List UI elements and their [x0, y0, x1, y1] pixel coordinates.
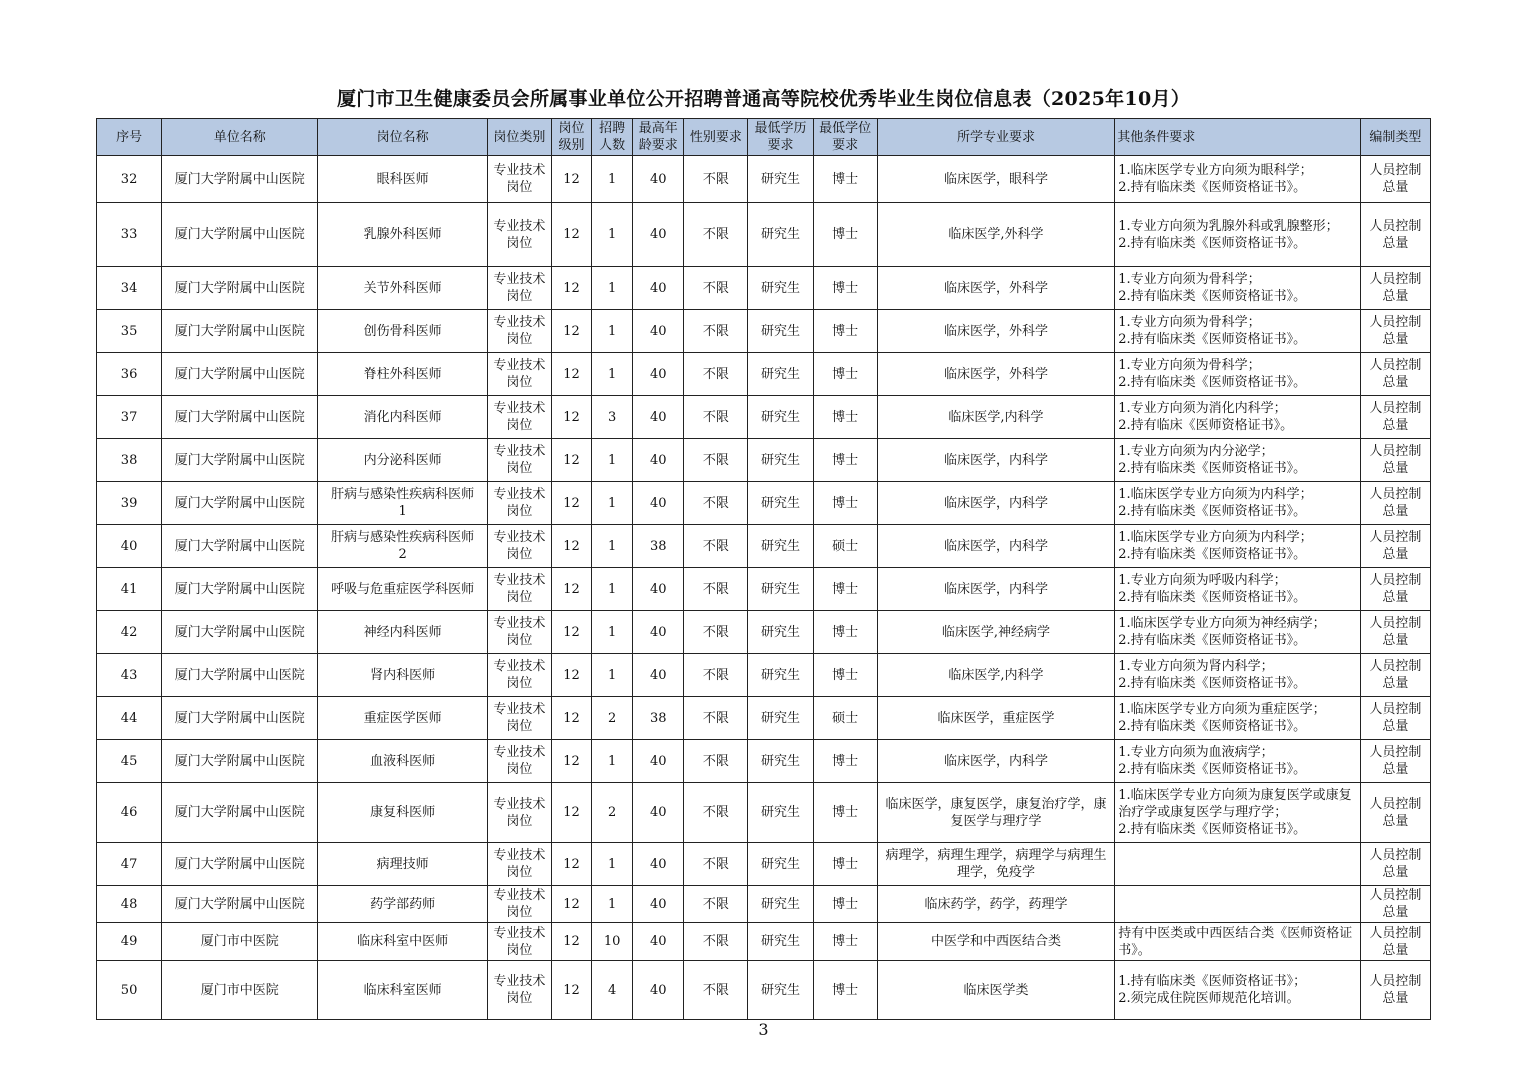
- row-number: 34: [97, 267, 162, 310]
- min-education: 研究生: [748, 843, 813, 886]
- post-name: 血液科医师: [318, 740, 487, 783]
- major-req: 临床药学，药学，药理学: [877, 886, 1115, 923]
- other-req: 1.专业方向须为消化内科学； 2.持有临床《医师资格证书》。: [1115, 396, 1361, 439]
- table-row: [97, 886, 1431, 923]
- post-name: 重症医学医师: [318, 697, 487, 740]
- post-category: 专业技术 岗位: [487, 697, 551, 740]
- major-req: 临床医学，眼科学: [877, 156, 1115, 203]
- min-education: 研究生: [748, 886, 813, 923]
- unit-name: 厦门大学附属中山医院: [162, 843, 318, 886]
- row-number: 38: [97, 439, 162, 482]
- gender-req: 不限: [684, 203, 748, 267]
- staffing-type: 人员控制 总量: [1360, 310, 1430, 353]
- staffing-type: 人员控制 总量: [1360, 923, 1430, 961]
- column-header: 所学专业要求: [877, 119, 1115, 156]
- header-row: [97, 119, 1431, 156]
- staffing-type: 人员控制 总量: [1360, 482, 1430, 525]
- unit-name: 厦门大学附属中山医院: [162, 611, 318, 654]
- gender-req: 不限: [684, 697, 748, 740]
- min-degree: 博士: [813, 310, 877, 353]
- other-req: 1.临床医学专业方向须为眼科学； 2.持有临床类《医师资格证书》。: [1115, 156, 1361, 203]
- other-req: 1.临床医学专业方向须为康复医学或康复治疗学或康复医学与理疗学； 2.持有临床类《医师资格证书》。: [1115, 783, 1361, 843]
- row-number: 32: [97, 156, 162, 203]
- gender-req: 不限: [684, 568, 748, 611]
- max-age: 40: [633, 203, 684, 267]
- major-req: 临床医学，外科学: [877, 353, 1115, 396]
- post-category: 专业技术 岗位: [487, 783, 551, 843]
- gender-req: 不限: [684, 961, 748, 1020]
- staffing-type: 人员控制 总量: [1360, 353, 1430, 396]
- post-name: 肝病与感染性疾病科医师 1: [318, 482, 487, 525]
- post-level: 12: [552, 267, 592, 310]
- max-age: 40: [633, 439, 684, 482]
- table-row: [97, 482, 1431, 525]
- column-header: 单位名称: [162, 119, 318, 156]
- max-age: 40: [633, 783, 684, 843]
- table-row: [97, 654, 1431, 697]
- max-age: 40: [633, 740, 684, 783]
- min-education: 研究生: [748, 740, 813, 783]
- staffing-type: 人员控制 总量: [1360, 203, 1430, 267]
- min-education: 研究生: [748, 568, 813, 611]
- gender-req: 不限: [684, 740, 748, 783]
- column-header: 岗位类别: [487, 119, 551, 156]
- max-age: 40: [633, 353, 684, 396]
- max-age: 40: [633, 310, 684, 353]
- unit-name: 厦门大学附属中山医院: [162, 568, 318, 611]
- hire-count: 1: [592, 525, 633, 568]
- table-row: [97, 961, 1431, 1020]
- max-age: 38: [633, 697, 684, 740]
- post-name: 康复科医师: [318, 783, 487, 843]
- post-level: 12: [552, 654, 592, 697]
- major-req: 临床医学,神经病学: [877, 611, 1115, 654]
- major-req: 临床医学，内科学: [877, 525, 1115, 568]
- post-category: 专业技术 岗位: [487, 654, 551, 697]
- major-req: 临床医学，内科学: [877, 439, 1115, 482]
- row-number: 41: [97, 568, 162, 611]
- hire-count: 1: [592, 843, 633, 886]
- staffing-type: 人员控制 总量: [1360, 740, 1430, 783]
- min-degree: 博士: [813, 203, 877, 267]
- table-row: [97, 439, 1431, 482]
- max-age: 40: [633, 267, 684, 310]
- staffing-type: 人员控制 总量: [1360, 156, 1430, 203]
- hire-count: 1: [592, 654, 633, 697]
- hire-count: 1: [592, 156, 633, 203]
- table-row: [97, 353, 1431, 396]
- post-level: 12: [552, 843, 592, 886]
- other-req: 1.专业方向须为骨科学； 2.持有临床类《医师资格证书》。: [1115, 310, 1361, 353]
- post-level: 12: [552, 396, 592, 439]
- post-level: 12: [552, 310, 592, 353]
- hire-count: 1: [592, 482, 633, 525]
- post-name: 乳腺外科医师: [318, 203, 487, 267]
- other-req: [1115, 886, 1361, 923]
- post-category: 专业技术 岗位: [487, 843, 551, 886]
- unit-name: 厦门大学附属中山医院: [162, 396, 318, 439]
- unit-name: 厦门大学附属中山医院: [162, 439, 318, 482]
- hire-count: 1: [592, 353, 633, 396]
- post-category: 专业技术 岗位: [487, 267, 551, 310]
- gender-req: 不限: [684, 525, 748, 568]
- row-number: 45: [97, 740, 162, 783]
- table-row: [97, 525, 1431, 568]
- max-age: 38: [633, 525, 684, 568]
- gender-req: 不限: [684, 783, 748, 843]
- post-level: 12: [552, 203, 592, 267]
- post-category: 专业技术 岗位: [487, 439, 551, 482]
- hire-count: 2: [592, 783, 633, 843]
- gender-req: 不限: [684, 482, 748, 525]
- post-name: 药学部药师: [318, 886, 487, 923]
- post-level: 12: [552, 697, 592, 740]
- min-education: 研究生: [748, 353, 813, 396]
- unit-name: 厦门大学附属中山医院: [162, 203, 318, 267]
- unit-name: 厦门大学附属中山医院: [162, 525, 318, 568]
- unit-name: 厦门大学附属中山医院: [162, 654, 318, 697]
- row-number: 43: [97, 654, 162, 697]
- max-age: 40: [633, 156, 684, 203]
- unit-name: 厦门大学附属中山医院: [162, 267, 318, 310]
- other-req: 1.临床医学专业方向须为内科学； 2.持有临床类《医师资格证书》。: [1115, 482, 1361, 525]
- hire-count: 1: [592, 568, 633, 611]
- table-row: [97, 156, 1431, 203]
- column-header: 其他条件要求: [1115, 119, 1361, 156]
- other-req: 1.临床医学专业方向须为重症医学； 2.持有临床类《医师资格证书》。: [1115, 697, 1361, 740]
- post-name: 肾内科医师: [318, 654, 487, 697]
- major-req: 临床医学，外科学: [877, 267, 1115, 310]
- row-number: 33: [97, 203, 162, 267]
- staffing-type: 人员控制 总量: [1360, 886, 1430, 923]
- max-age: 40: [633, 923, 684, 961]
- min-education: 研究生: [748, 310, 813, 353]
- page-number: 3: [758, 1020, 769, 1039]
- post-level: 12: [552, 611, 592, 654]
- major-req: 临床医学,内科学: [877, 654, 1115, 697]
- post-category: 专业技术 岗位: [487, 156, 551, 203]
- column-header: 岗位名称: [318, 119, 487, 156]
- min-education: 研究生: [748, 156, 813, 203]
- max-age: 40: [633, 568, 684, 611]
- staffing-type: 人员控制 总量: [1360, 267, 1430, 310]
- column-header: 最高年龄要求: [633, 119, 684, 156]
- post-category: 专业技术 岗位: [487, 482, 551, 525]
- column-header: 最低学位要求: [813, 119, 877, 156]
- post-category: 专业技术 岗位: [487, 396, 551, 439]
- unit-name: 厦门大学附属中山医院: [162, 783, 318, 843]
- row-number: 46: [97, 783, 162, 843]
- staffing-type: 人员控制 总量: [1360, 783, 1430, 843]
- column-header: 序号: [97, 119, 162, 156]
- column-header: 招聘人数: [592, 119, 633, 156]
- major-req: 临床医学,外科学: [877, 203, 1115, 267]
- gender-req: 不限: [684, 843, 748, 886]
- gender-req: 不限: [684, 396, 748, 439]
- min-degree: 博士: [813, 783, 877, 843]
- row-number: 47: [97, 843, 162, 886]
- other-req: 1.临床医学专业方向须为神经病学； 2.持有临床类《医师资格证书》。: [1115, 611, 1361, 654]
- gender-req: 不限: [684, 611, 748, 654]
- min-education: 研究生: [748, 525, 813, 568]
- max-age: 40: [633, 654, 684, 697]
- post-name: 临床科室医师: [318, 961, 487, 1020]
- min-degree: 博士: [813, 740, 877, 783]
- post-category: 专业技术 岗位: [487, 961, 551, 1020]
- gender-req: 不限: [684, 654, 748, 697]
- column-header: 最低学历要求: [748, 119, 813, 156]
- post-level: 12: [552, 156, 592, 203]
- min-education: 研究生: [748, 611, 813, 654]
- table-row: [97, 697, 1431, 740]
- post-category: 专业技术 岗位: [487, 353, 551, 396]
- gender-req: 不限: [684, 923, 748, 961]
- min-degree: 硕士: [813, 525, 877, 568]
- unit-name: 厦门大学附属中山医院: [162, 740, 318, 783]
- post-name: 关节外科医师: [318, 267, 487, 310]
- gender-req: 不限: [684, 267, 748, 310]
- other-req: 1.专业方向须为血液病学； 2.持有临床类《医师资格证书》。: [1115, 740, 1361, 783]
- min-education: 研究生: [748, 697, 813, 740]
- other-req: 1.临床医学专业方向须为内科学； 2.持有临床类《医师资格证书》。: [1115, 525, 1361, 568]
- min-education: 研究生: [748, 482, 813, 525]
- gender-req: 不限: [684, 886, 748, 923]
- row-number: 35: [97, 310, 162, 353]
- hire-count: 1: [592, 439, 633, 482]
- post-name: 神经内科医师: [318, 611, 487, 654]
- post-name: 肝病与感染性疾病科医师 2: [318, 525, 487, 568]
- row-number: 48: [97, 886, 162, 923]
- min-education: 研究生: [748, 439, 813, 482]
- post-category: 专业技术 岗位: [487, 203, 551, 267]
- min-degree: 博士: [813, 568, 877, 611]
- gender-req: 不限: [684, 439, 748, 482]
- staffing-type: 人员控制 总量: [1360, 396, 1430, 439]
- post-level: 12: [552, 482, 592, 525]
- other-req: 1.专业方向须为肾内科学； 2.持有临床类《医师资格证书》。: [1115, 654, 1361, 697]
- table-row: [97, 203, 1431, 267]
- major-req: 临床医学，重症医学: [877, 697, 1115, 740]
- max-age: 40: [633, 611, 684, 654]
- staffing-type: 人员控制 总量: [1360, 568, 1430, 611]
- min-degree: 博士: [813, 923, 877, 961]
- post-category: 专业技术 岗位: [487, 923, 551, 961]
- unit-name: 厦门大学附属中山医院: [162, 697, 318, 740]
- post-level: 12: [552, 353, 592, 396]
- post-level: 12: [552, 961, 592, 1020]
- post-level: 12: [552, 439, 592, 482]
- table-row: [97, 843, 1431, 886]
- other-req: 持有中医类或中西医结合类《医师资格证书》。: [1115, 923, 1361, 961]
- gender-req: 不限: [684, 310, 748, 353]
- major-req: 临床医学类: [877, 961, 1115, 1020]
- max-age: 40: [633, 961, 684, 1020]
- column-header: 编制类型: [1360, 119, 1430, 156]
- post-category: 专业技术 岗位: [487, 886, 551, 923]
- table-row: [97, 740, 1431, 783]
- other-req: 1.专业方向须为骨科学； 2.持有临床类《医师资格证书》。: [1115, 267, 1361, 310]
- hire-count: 1: [592, 267, 633, 310]
- min-degree: 博士: [813, 843, 877, 886]
- row-number: 40: [97, 525, 162, 568]
- major-req: 临床医学,内科学: [877, 396, 1115, 439]
- min-degree: 硕士: [813, 697, 877, 740]
- min-degree: 博士: [813, 396, 877, 439]
- table-row: [97, 923, 1431, 961]
- min-degree: 博士: [813, 611, 877, 654]
- min-education: 研究生: [748, 923, 813, 961]
- major-req: 临床医学，内科学: [877, 568, 1115, 611]
- staffing-type: 人员控制 总量: [1360, 654, 1430, 697]
- post-category: 专业技术 岗位: [487, 740, 551, 783]
- gender-req: 不限: [684, 353, 748, 396]
- major-req: 中医学和中西医结合类: [877, 923, 1115, 961]
- post-name: 内分泌科医师: [318, 439, 487, 482]
- staffing-type: 人员控制 总量: [1360, 961, 1430, 1020]
- hire-count: 1: [592, 203, 633, 267]
- post-level: 12: [552, 740, 592, 783]
- other-req: 1.专业方向须为骨科学； 2.持有临床类《医师资格证书》。: [1115, 353, 1361, 396]
- post-level: 12: [552, 568, 592, 611]
- other-req: 1.专业方向须为内分泌学； 2.持有临床类《医师资格证书》。: [1115, 439, 1361, 482]
- unit-name: 厦门大学附属中山医院: [162, 886, 318, 923]
- min-degree: 博士: [813, 886, 877, 923]
- other-req: 1.专业方向须为呼吸内科学； 2.持有临床类《医师资格证书》。: [1115, 568, 1361, 611]
- post-name: 病理技师: [318, 843, 487, 886]
- min-degree: 博士: [813, 439, 877, 482]
- post-level: 12: [552, 923, 592, 961]
- min-education: 研究生: [748, 654, 813, 697]
- min-degree: 博士: [813, 654, 877, 697]
- major-req: 临床医学，外科学: [877, 310, 1115, 353]
- min-degree: 博士: [813, 482, 877, 525]
- row-number: 42: [97, 611, 162, 654]
- table-row: [97, 611, 1431, 654]
- unit-name: 厦门市中医院: [162, 923, 318, 961]
- unit-name: 厦门大学附属中山医院: [162, 310, 318, 353]
- column-header: 岗位级别: [552, 119, 592, 156]
- staffing-type: 人员控制 总量: [1360, 843, 1430, 886]
- major-req: 临床医学，康复医学，康复治疗学，康复医学与理疗学: [877, 783, 1115, 843]
- row-number: 49: [97, 923, 162, 961]
- post-name: 脊柱外科医师: [318, 353, 487, 396]
- hire-count: 1: [592, 740, 633, 783]
- table-body: [97, 156, 1431, 1020]
- row-number: 39: [97, 482, 162, 525]
- column-header: 性别要求: [684, 119, 748, 156]
- hire-count: 1: [592, 886, 633, 923]
- post-category: 专业技术 岗位: [487, 568, 551, 611]
- table-row: [97, 568, 1431, 611]
- post-name: 呼吸与危重症医学科医师: [318, 568, 487, 611]
- post-name: 眼科医师: [318, 156, 487, 203]
- min-degree: 博士: [813, 961, 877, 1020]
- hire-count: 4: [592, 961, 633, 1020]
- hire-count: 2: [592, 697, 633, 740]
- other-req: 1.专业方向须为乳腺外科或乳腺整形； 2.持有临床类《医师资格证书》。: [1115, 203, 1361, 267]
- hire-count: 1: [592, 310, 633, 353]
- other-req: [1115, 843, 1361, 886]
- min-degree: 博士: [813, 353, 877, 396]
- major-req: 临床医学，内科学: [877, 740, 1115, 783]
- post-category: 专业技术 岗位: [487, 611, 551, 654]
- unit-name: 厦门大学附属中山医院: [162, 482, 318, 525]
- page-title: 厦门市卫生健康委员会所属事业单位公开招聘普通高等院校优秀毕业生岗位信息表（2025年10月）: [336, 88, 1191, 110]
- table-row: [97, 310, 1431, 353]
- table-row: [97, 396, 1431, 439]
- other-req: 1.持有临床类《医师资格证书》； 2.须完成住院医师规范化培训。: [1115, 961, 1361, 1020]
- gender-req: 不限: [684, 156, 748, 203]
- staffing-type: 人员控制 总量: [1360, 439, 1430, 482]
- hire-count: 10: [592, 923, 633, 961]
- min-degree: 博士: [813, 156, 877, 203]
- post-name: 消化内科医师: [318, 396, 487, 439]
- table-row: [97, 783, 1431, 843]
- post-level: 12: [552, 525, 592, 568]
- hire-count: 3: [592, 396, 633, 439]
- min-education: 研究生: [748, 783, 813, 843]
- post-level: 12: [552, 783, 592, 843]
- row-number: 44: [97, 697, 162, 740]
- unit-name: 厦门大学附属中山医院: [162, 156, 318, 203]
- major-req: 病理学，病理生理学，病理学与病理生理学，免疫学: [877, 843, 1115, 886]
- job-table: [96, 118, 1431, 1020]
- major-req: 临床医学，内科学: [877, 482, 1115, 525]
- post-name: 创伤骨科医师: [318, 310, 487, 353]
- staffing-type: 人员控制 总量: [1360, 697, 1430, 740]
- max-age: 40: [633, 886, 684, 923]
- min-degree: 博士: [813, 267, 877, 310]
- min-education: 研究生: [748, 961, 813, 1020]
- unit-name: 厦门大学附属中山医院: [162, 353, 318, 396]
- post-category: 专业技术 岗位: [487, 525, 551, 568]
- row-number: 36: [97, 353, 162, 396]
- row-number: 50: [97, 961, 162, 1020]
- unit-name: 厦门市中医院: [162, 961, 318, 1020]
- hire-count: 1: [592, 611, 633, 654]
- min-education: 研究生: [748, 203, 813, 267]
- max-age: 40: [633, 482, 684, 525]
- row-number: 37: [97, 396, 162, 439]
- table-row: [97, 267, 1431, 310]
- max-age: 40: [633, 396, 684, 439]
- post-name: 临床科室中医师: [318, 923, 487, 961]
- staffing-type: 人员控制 总量: [1360, 525, 1430, 568]
- post-category: 专业技术 岗位: [487, 310, 551, 353]
- staffing-type: 人员控制 总量: [1360, 611, 1430, 654]
- max-age: 40: [633, 843, 684, 886]
- min-education: 研究生: [748, 396, 813, 439]
- post-level: 12: [552, 886, 592, 923]
- min-education: 研究生: [748, 267, 813, 310]
